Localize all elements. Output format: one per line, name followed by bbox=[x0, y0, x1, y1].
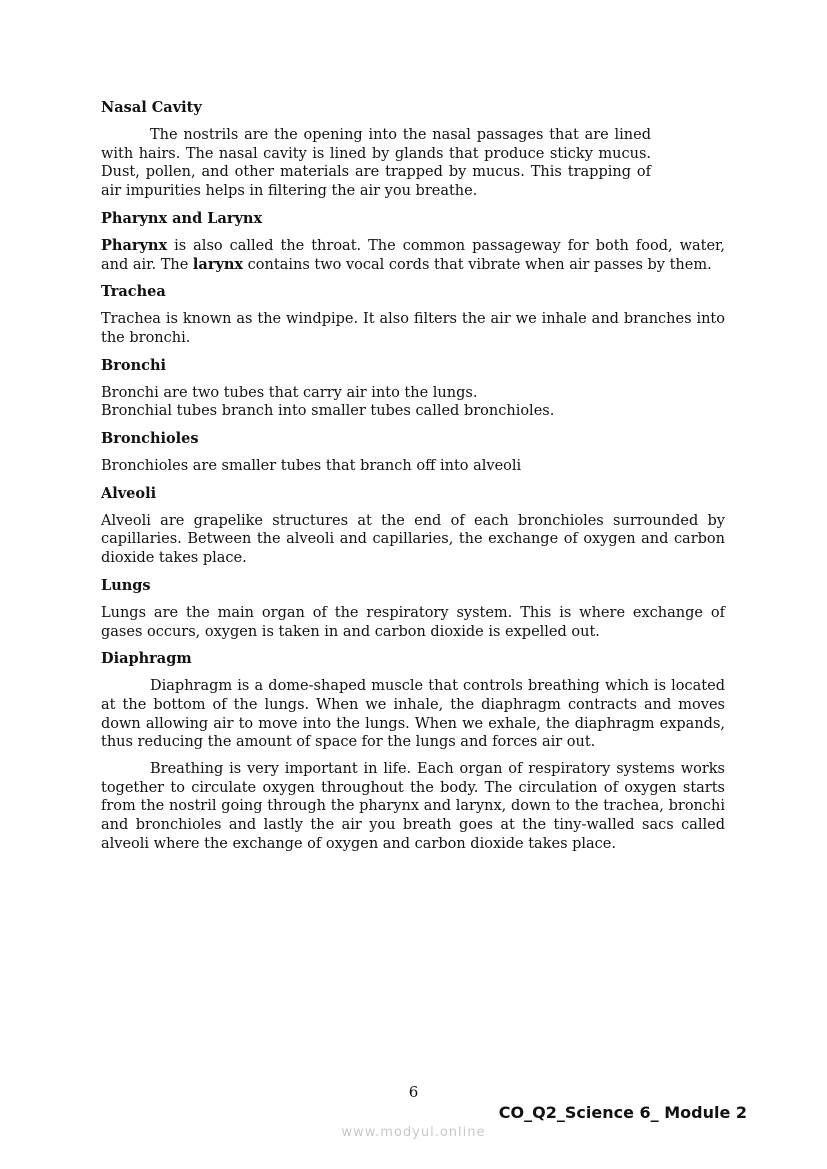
heading-trachea: Trachea bbox=[101, 283, 166, 301]
module-code: CO_Q2_Science 6_ Module 2 bbox=[498, 1103, 747, 1122]
paragraph-pharynx-larynx bbox=[101, 237, 725, 274]
document-body bbox=[101, 98, 725, 862]
paragraph-bronchi bbox=[101, 384, 725, 421]
heading-bronchi: Bronchi bbox=[101, 356, 166, 374]
paragraph-bronchioles: Bronchioles are smaller tubes that branch off into alveoli bbox=[101, 458, 522, 475]
bronchi-line-1: Bronchi are two tubes that carry air into the lungs. bbox=[101, 384, 478, 401]
heading-pharynx-larynx: Pharynx and Larynx bbox=[101, 209, 263, 227]
pharynx-text: is also called the throat. The common passageway for both food, water, and air. The bbox=[101, 237, 725, 273]
paragraph-nasal-cavity: The nostrils are the opening into the nasal passages that are lined with hairs. The nasal cavity is lined by glands that produce sticky mucus. Dust, pollen, and other materials are trapped by mucus. This trapping of air impurities helps in filtering the air you breathe. bbox=[101, 127, 651, 200]
term-larynx: larynx bbox=[192, 255, 244, 273]
paragraph-alveoli: Alveoli are grapelike structures at the end of each bronchioles surrounded by capillaries. Between the alveoli and capillaries, the exchange of oxygen and carbon dioxide takes place. bbox=[101, 512, 725, 567]
paragraph-diaphragm: Diaphragm is a dome-shaped muscle that controls breathing which is located at the bottom of the lungs. When we inhale, the diaphragm contracts and moves down allowing air to move into the lungs. When we exhale, the diaphragm expands, thus reducing the amount of space for the lungs and forces air out. bbox=[101, 678, 725, 751]
page-number: 6 bbox=[408, 1083, 419, 1101]
paragraph-lungs: Lungs are the main organ of the respiratory system. This is where exchange of gases occurs, oxygen is taken in and carbon dioxide is expelled out. bbox=[101, 604, 725, 640]
heading-nasal-cavity: Nasal Cavity bbox=[101, 99, 202, 116]
watermark: www.modyul.online bbox=[341, 1125, 486, 1140]
heading-lungs: Lungs bbox=[101, 576, 151, 594]
bronchi-line-2: Bronchial tubes branch into smaller tubes called bronchioles. bbox=[101, 403, 555, 420]
paragraph-trachea: Trachea is known as the windpipe. It also filters the air we inhale and branches into the bronchi. bbox=[101, 311, 725, 346]
term-pharynx: Pharynx bbox=[101, 236, 168, 254]
heading-diaphragm: Diaphragm bbox=[101, 650, 192, 668]
paragraph-breathing-summary: Breathing is very important in life. Each organ of respiratory systems works together to circulate oxygen throughout the body. The circulation of oxygen starts from the nostril going through the pharynx and larynx, down to the trachea, bronchi and bronchioles and lastly the air you breath goes at the tiny-walled sacs called alveoli where the exchange of oxygen and carbon dioxide takes place. bbox=[101, 761, 725, 852]
larynx-text: contains two vocal cords that vibrate when air passes by them. bbox=[243, 256, 712, 273]
heading-bronchioles: Bronchioles bbox=[101, 430, 199, 448]
heading-alveoli: Alveoli bbox=[101, 484, 157, 502]
